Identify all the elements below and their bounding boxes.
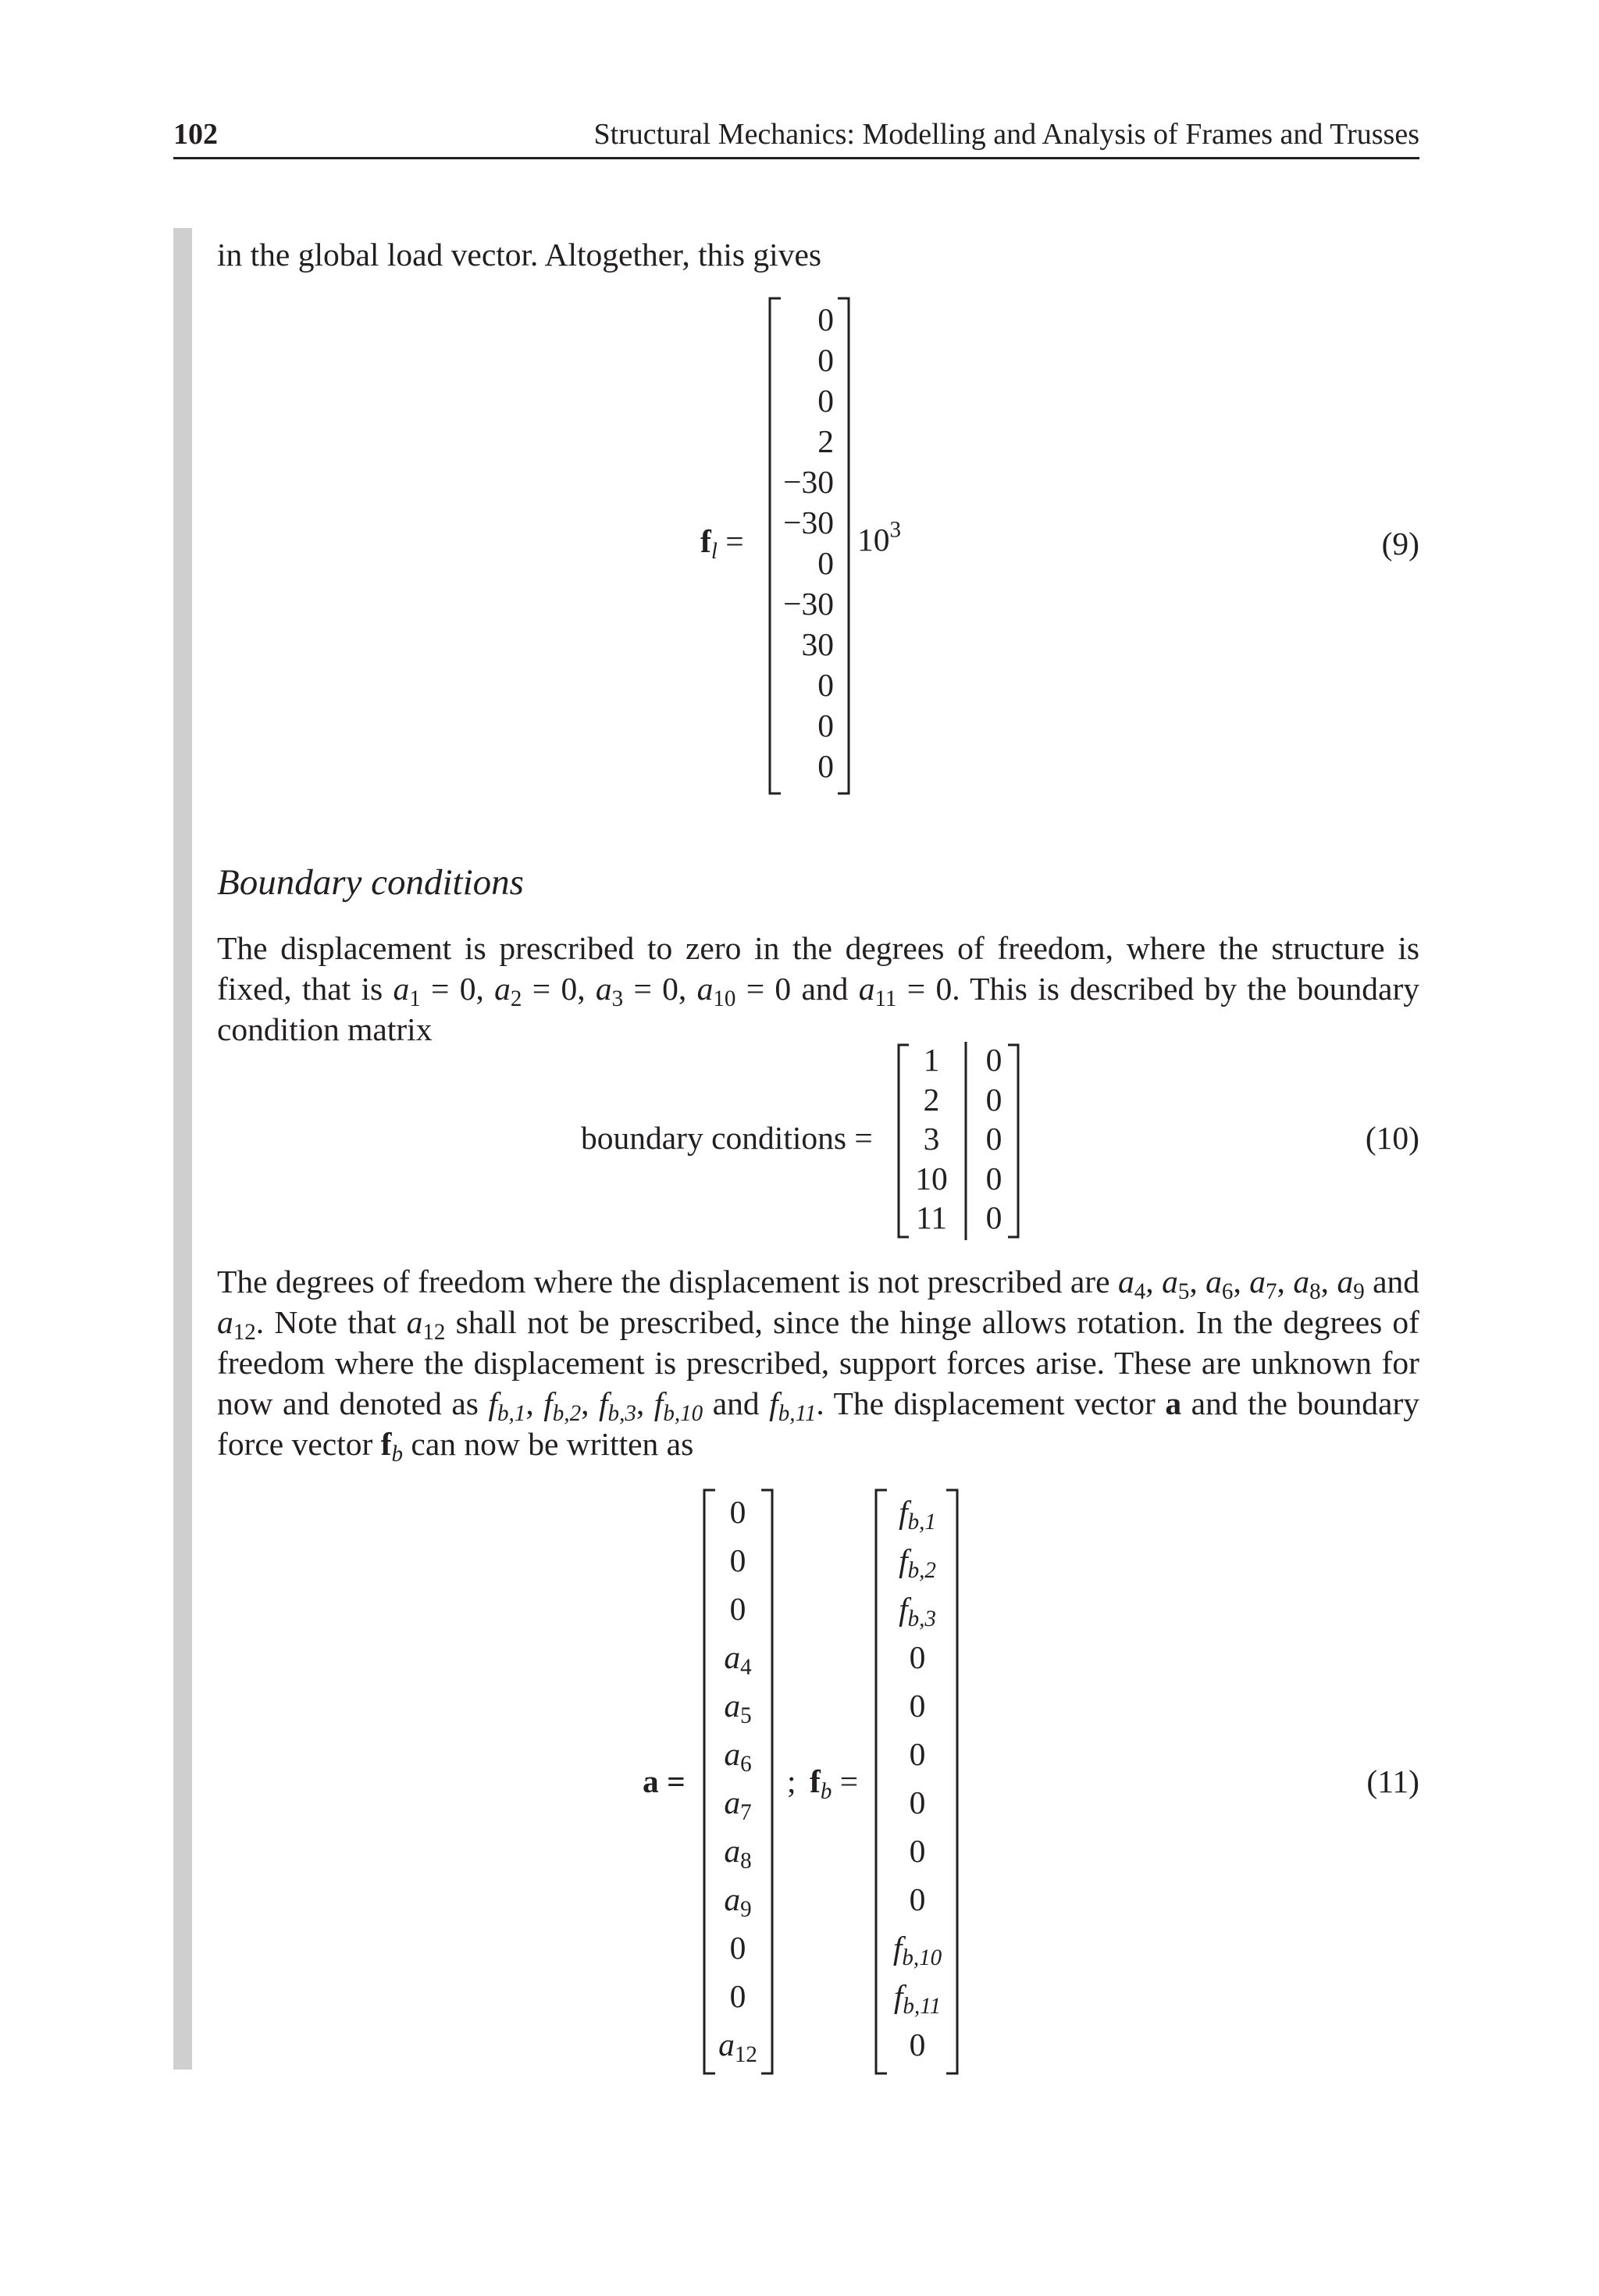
eq10-number: (10) (1365, 1120, 1419, 1156)
eq11-f-entry: 0 (909, 1688, 926, 1724)
eq10-dof-entry: 11 (916, 1200, 947, 1235)
eq10-dof-entry: 3 (923, 1121, 940, 1157)
eq10-value-entry: 0 (985, 1160, 1002, 1196)
eq10-value-entry: 0 (985, 1042, 1002, 1078)
eq9-entry: 0 (817, 667, 834, 703)
eq11-a-entry: 0 (729, 1978, 746, 2014)
eq11-displacement-vector (703, 1493, 773, 2071)
page-number: 102 (173, 118, 218, 151)
eq11-a-entry: $a_4$ (724, 1639, 752, 1681)
eq10-dof-entry: 2 (923, 1081, 940, 1118)
eq11-f-lhs: $f_b$ = (810, 1763, 859, 1805)
eq11-number: (11) (1366, 1763, 1419, 1799)
eq11-f-entry: 0 (909, 1639, 926, 1675)
eq9-entry: 0 (817, 383, 834, 419)
eq10-dof-entry: 10 (915, 1160, 948, 1196)
eq11-a-entry: $a_5$ (724, 1688, 752, 1729)
eq9-entry: −30 (783, 504, 834, 540)
eq11-f-entry: 0 (909, 1784, 926, 1820)
eq11-a-entry: 0 (729, 1542, 746, 1578)
paragraph-free-dofs: The degrees of freedom where the displacement is not prescribed are $a_4$, $a_5$, $a_6$, $a_7$, $a_8$, $a_9$ and $a_{12}$. Note that $a_{12}$ shall not be prescribed, since the hinge allows rotation. In the degrees of freedom where the displacement is prescribed, support forces arise. These are unknown for now and denoted as $f_{b,1}$, $f_{b,2}$, $f_{b,3}$, $f_{b,10}$ and $f_{b,11}$. The displacement vector a and the boundary force vector $f_b$ can now be written as (217, 1264, 1420, 1467)
eq9-entry: 0 (817, 748, 834, 784)
eq11-a-entry: 0 (729, 1494, 746, 1530)
eq11-a-entry: $a_{12}$ (718, 2027, 757, 2068)
eq9-number: (9) (1381, 526, 1419, 562)
eq11-f-entry: 0 (909, 2027, 926, 2062)
eq11-f-entry: 0 (909, 1833, 926, 1869)
eq11-separator: ; (787, 1763, 796, 1799)
eq10-lhs: boundary conditions = (581, 1120, 873, 1156)
eq9-entry: 0 (817, 301, 834, 337)
eq11-f-entry: $f_{b,11}$ (893, 1978, 942, 2020)
eq11-a-entry: $a_9$ (724, 1881, 752, 1923)
running-title: Structural Mechanics: Modelling and Analysis of Frames and Trusses (593, 118, 1419, 151)
eq11-a-entry: $a_7$ (724, 1784, 752, 1826)
eq11-a-entry: 0 (729, 1930, 746, 1966)
eq9-entry: 0 (817, 342, 834, 378)
paragraph-intro: in the global load vector. Altogether, this gives (217, 237, 822, 273)
eq9-lhs: $f_l$ = (700, 523, 744, 565)
eq11-f-entry: $f_{b,3}$ (899, 1591, 936, 1632)
eq11-boundary-force-vector (878, 1493, 956, 2071)
eq9-entry: 0 (817, 545, 834, 581)
eq11-a-entry: 0 (729, 1591, 746, 1627)
eq9-entry: −30 (783, 464, 834, 500)
eq10-value-entry: 0 (985, 1121, 1002, 1157)
eq9-entry: 30 (801, 626, 834, 662)
eq10-value-entry: 0 (985, 1200, 1002, 1235)
eq11-f-entry: $f_{b,1}$ (899, 1494, 936, 1535)
eq11-a-lhs: a = (643, 1763, 686, 1799)
eq10-value-entry: 0 (985, 1081, 1002, 1118)
eq11-a-entry: $a_8$ (724, 1833, 752, 1874)
eq9-entry: 2 (817, 423, 834, 459)
eq10-dof-entry: 1 (923, 1042, 940, 1078)
eq11-f-entry: $f_{b,10}$ (892, 1930, 942, 1971)
eq9-factor: $10^3$ (857, 517, 902, 558)
paragraph-boundary: The displacement is prescribed to zero in the degrees of freedom, where the structure is fixed, that is $a_1 = 0$, $a_2 = 0$, $a_3 = 0$, $a_{10} = 0$ and $a_{11} = 0$. This is described by the boundary condition matrix (217, 930, 1420, 1047)
section-heading: Boundary conditions (217, 862, 524, 903)
eq11-f-entry: 0 (909, 1736, 926, 1772)
eq9-entry: 0 (817, 708, 834, 743)
eq9-entry: −30 (783, 586, 834, 622)
eq11-f-entry: $f_{b,2}$ (899, 1542, 936, 1584)
eq11-f-entry: 0 (909, 1881, 926, 1917)
eq11-a-entry: $a_6$ (724, 1736, 752, 1777)
